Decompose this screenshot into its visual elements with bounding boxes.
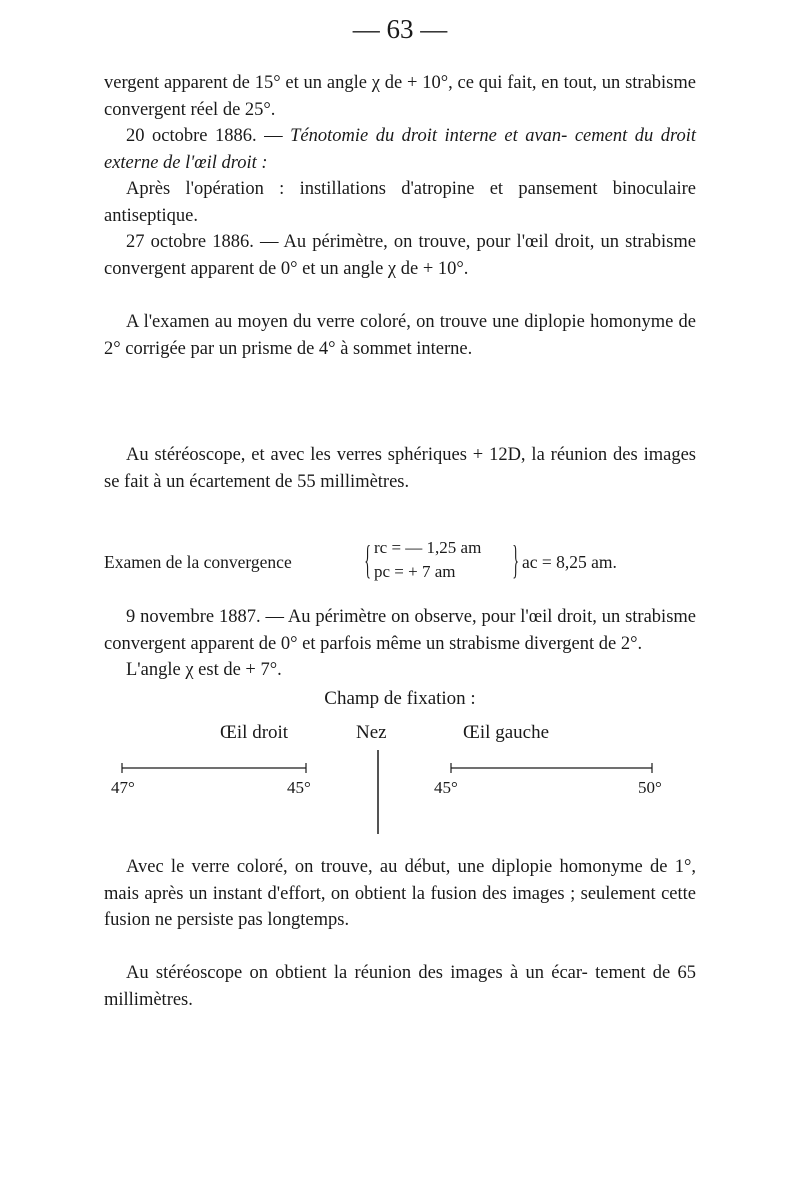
left-value-47: 47° — [111, 778, 135, 797]
equation-row-2: pc = + 7 am — [374, 562, 456, 581]
paragraph-1: vergent apparent de 15° et un angle χ de + 10°, ce qui fait, en tout, un strabisme convergent réel de 25°. — [104, 73, 696, 120]
paragraph-8: L'angle χ est de + 7°. — [126, 660, 282, 680]
right-value-45: 45° — [434, 778, 458, 797]
paragraph-4: 27 octobre 1886. — Au périmètre, on trouve, pour l'œil droit, un strabisme convergent apparent de 0° et un angle χ de + 10°. — [104, 232, 696, 279]
left-eye-heading: Œil droit — [220, 722, 289, 743]
left-brace: { — [364, 537, 371, 582]
paragraph-2 — [104, 123, 696, 176]
left-value-45: 45° — [287, 778, 311, 797]
page-number: — 63 — — [352, 14, 448, 44]
paragraph-9: Avec le verre coloré, on trouve, au début, une diplopie homonyme de 1°, mais après un instant d'effort, on obtient la fusion des images ; seulement cette fusion ne persiste pas longtemps. — [104, 857, 696, 930]
right-value-50: 50° — [638, 778, 662, 797]
date-1886-10-20: 20 octobre 1886. — — [126, 126, 283, 146]
equation-result: ac = 8,25 am. — [522, 552, 617, 572]
convergence-equation — [104, 538, 696, 590]
operation-title: Ténotomie du droit interne et avan- cement du droit externe de l'œil droit : — [104, 126, 696, 173]
right-brace: } — [512, 537, 519, 582]
equation-row-1: rc = — 1,25 am — [374, 538, 482, 557]
paragraph-3: Après l'opération : instillations d'atropine et pansement binoculaire antiseptique. — [104, 179, 696, 226]
paragraph-6: Au stéréoscope, et avec les verres sphériques + 12D, la réunion des images se fait à un écartement de 55 millimètres. — [104, 445, 696, 492]
paragraph-5: A l'examen au moyen du verre coloré, on trouve une diplopie homonyme de 2° corrigée par un prisme de 4° à sommet interne. — [104, 312, 696, 359]
right-eye-heading: Œil gauche — [463, 722, 550, 743]
nose-heading: Nez — [356, 722, 387, 743]
paragraph-7: 9 novembre 1887. — Au périmètre on observe, pour l'œil droit, un strabisme convergent apparent de 0° et parfois même un strabisme divergent de 2°. — [104, 607, 696, 654]
paragraph-10: Au stéréoscope on obtient la réunion des images à un écar- tement de 65 millimètres. — [104, 963, 696, 1010]
champ-title: Champ de fixation : — [324, 688, 476, 709]
equation-label: Examen de la convergence — [104, 552, 292, 572]
